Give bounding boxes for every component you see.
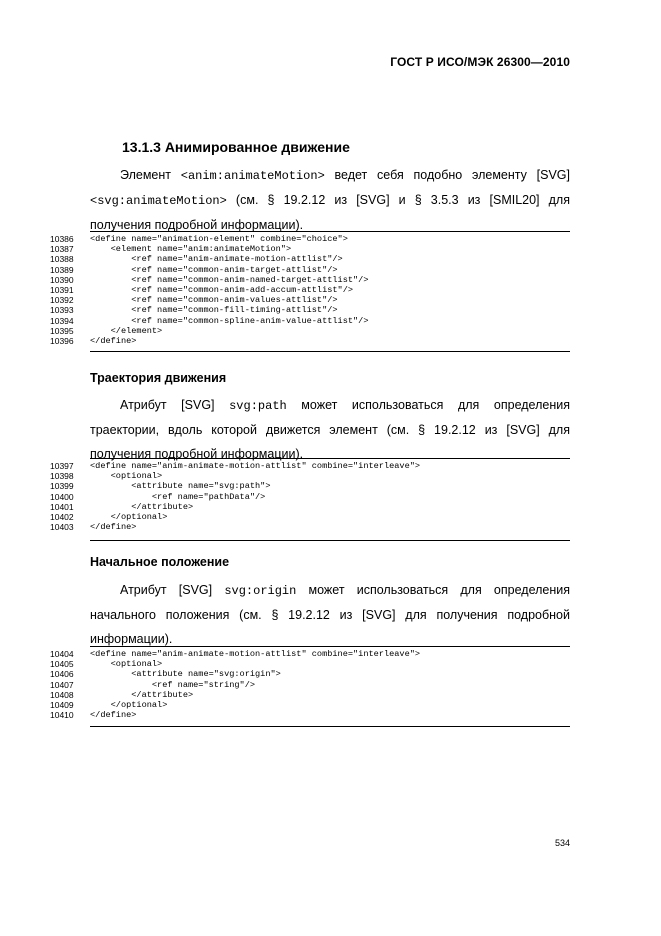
line-number: 10390 <box>50 274 74 285</box>
code-line <box>50 492 570 502</box>
line-number: 10406 <box>50 669 74 680</box>
code-text: <ref name="common-anim-named-target-attlist"/> <box>90 274 369 285</box>
code-text: <ref name="common-anim-target-attlist"/> <box>90 264 338 275</box>
code-line <box>50 326 570 336</box>
line-number: 10392 <box>50 295 74 306</box>
code-line <box>50 471 570 481</box>
line-number: 10386 <box>50 234 74 244</box>
intro-text-3: (см. § 19.2.12 из [SVG] и § 3.5.3 из [SMIL20] для получения подробной информации). <box>90 193 570 232</box>
code-text: </define> <box>90 522 137 533</box>
code-line <box>50 512 570 522</box>
line-number: 10400 <box>50 491 74 502</box>
code-text: </element> <box>90 325 163 336</box>
line-number: 10398 <box>50 471 74 482</box>
code-rule-bottom <box>90 540 570 541</box>
code-line <box>50 234 570 244</box>
code-line <box>50 295 570 305</box>
code-line <box>50 481 570 491</box>
line-number: 10389 <box>50 264 74 275</box>
code-text: </optional> <box>90 511 168 522</box>
code-line <box>50 522 570 532</box>
path-text-1: Атрибут [SVG] <box>120 398 230 412</box>
path-section-title: Траектория движения <box>90 371 227 385</box>
line-number: 10408 <box>50 689 74 700</box>
origin-text-2: может использоваться для определения начального положения (см. § 19.2.12 из [SVG] для получения подробной информации). <box>90 583 571 646</box>
line-number: 10391 <box>50 284 74 295</box>
intro-text-1: Элемент <box>120 168 181 182</box>
line-number: 10401 <box>50 501 74 512</box>
code-rule-bottom <box>90 351 570 352</box>
origin-section-title: Начальное положение <box>90 555 230 569</box>
code-text: </optional> <box>90 699 168 710</box>
line-number: 10399 <box>50 481 74 492</box>
code-line <box>50 244 570 254</box>
line-number: 10405 <box>50 659 74 670</box>
line-number: 10402 <box>50 511 74 522</box>
code-line <box>50 305 570 315</box>
code-line <box>50 502 570 512</box>
code-line <box>50 265 570 275</box>
line-number: 10394 <box>50 315 74 326</box>
line-number: 10388 <box>50 254 74 265</box>
code-text: <ref name="string"/> <box>90 679 256 690</box>
page-number: 534 <box>554 838 570 848</box>
origin-attr-name: svg:origin <box>224 584 297 598</box>
code-text: <attribute name="svg:path"> <box>90 481 271 492</box>
code-text: <optional> <box>90 471 163 482</box>
code-text: <ref name="common-anim-add-accum-attlist"/> <box>90 284 354 295</box>
line-number: 10410 <box>50 710 74 721</box>
code-text: <optional> <box>90 659 163 670</box>
path-paragraph <box>90 393 570 466</box>
path-text-2: может использоваться для определения траектории, вдоль которой движется элемент (см. § 19.2.12 из [SVG] для получения подробной информации). <box>90 398 570 461</box>
line-number: 10397 <box>50 461 74 471</box>
line-number: 10395 <box>50 325 74 336</box>
code-line <box>50 669 570 679</box>
anim-element-name: <anim:animateMotion> <box>180 169 325 183</box>
intro-paragraph <box>90 163 570 237</box>
code-text: <ref name="common-spline-anim-value-attlist"/> <box>90 315 369 326</box>
code-line <box>50 700 570 710</box>
line-number: 10409 <box>50 699 74 710</box>
code-text: <ref name="common-fill-timing-attlist"/> <box>90 305 338 316</box>
code-rule-bottom <box>90 726 570 727</box>
path-attr-name: svg:path <box>229 399 287 413</box>
code-text: <define name="animation-element" combine="choice"> <box>90 234 348 244</box>
code-line <box>50 461 570 471</box>
svg-element-name: <svg:animateMotion> <box>90 194 227 208</box>
code-rule-top <box>90 646 570 647</box>
code-text: <define name="anim-animate-motion-attlist" combine="interleave"> <box>90 649 421 659</box>
origin-paragraph <box>90 578 570 651</box>
intro-text-2: ведет себя подобно элементу [SVG] <box>324 168 570 182</box>
code-line <box>50 649 570 659</box>
document-header: ГОСТ Р ИСО/МЭК 26300—2010 <box>390 55 570 69</box>
code-text: </attribute> <box>90 501 194 512</box>
line-number: 10403 <box>50 522 74 533</box>
line-number: 10393 <box>50 305 74 316</box>
origin-text-1: Атрибут [SVG] <box>120 583 225 597</box>
code-text: <attribute name="svg:origin"> <box>90 669 281 680</box>
line-number: 10396 <box>50 335 74 346</box>
code-line <box>50 659 570 669</box>
code-rule-top <box>90 231 570 232</box>
code-line <box>50 275 570 285</box>
code-text: <define name="anim-animate-motion-attlist" combine="interleave"> <box>90 461 421 471</box>
line-number: 10407 <box>50 679 74 690</box>
section-title: 13.1.3 Анимированное движение <box>122 139 350 155</box>
code-line <box>50 254 570 264</box>
code-line <box>50 680 570 690</box>
code-line <box>50 316 570 326</box>
code-line <box>50 690 570 700</box>
code-line <box>50 710 570 720</box>
code-line <box>50 285 570 295</box>
code-text: <ref name="anim-animate-motion-attlist"/> <box>90 254 343 265</box>
code-rule-top <box>90 458 570 459</box>
line-number: 10404 <box>50 649 74 659</box>
code-line <box>50 336 570 346</box>
code-text: </define> <box>90 335 137 346</box>
code-text: <ref name="common-anim-values-attlist"/> <box>90 295 338 306</box>
code-text: </define> <box>90 710 137 721</box>
code-text: <element name="anim:animateMotion"> <box>90 244 292 255</box>
line-number: 10387 <box>50 244 74 255</box>
code-text: </attribute> <box>90 689 194 700</box>
code-text: <ref name="pathData"/> <box>90 491 266 502</box>
